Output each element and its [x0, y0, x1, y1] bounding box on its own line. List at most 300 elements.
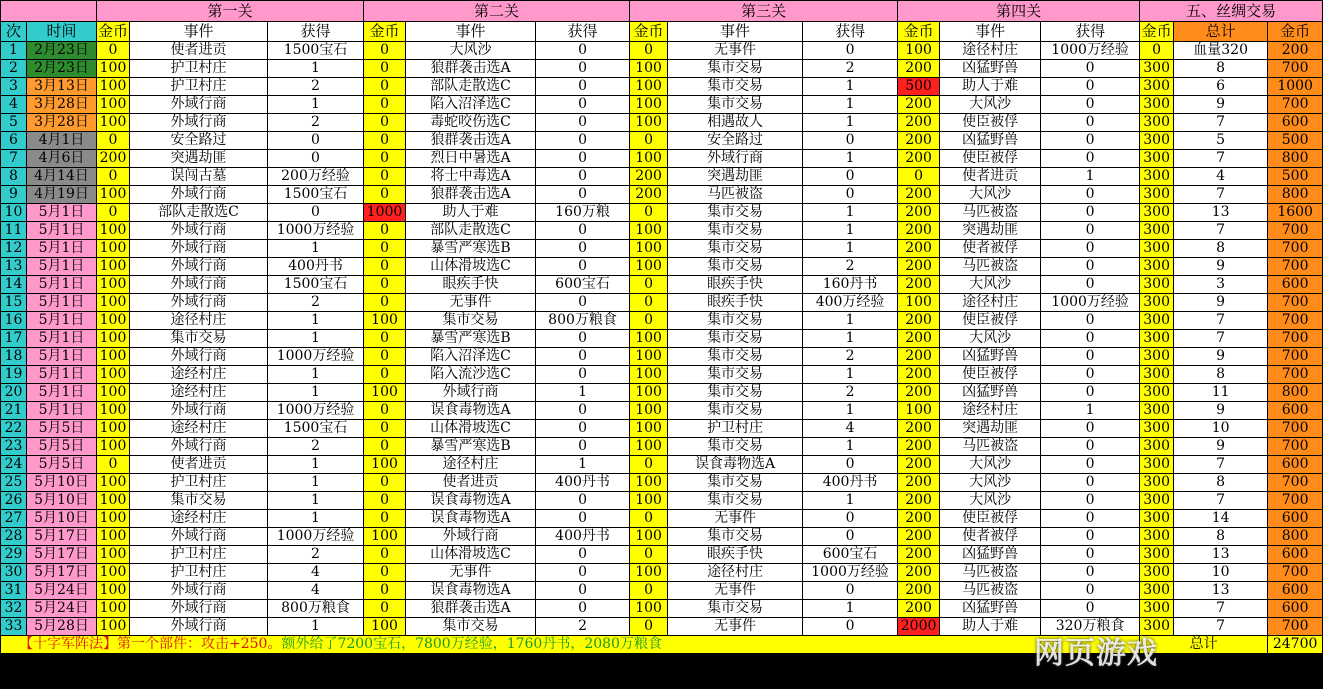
s3-gain: 400丹书: [803, 474, 898, 492]
s2-gain: 0: [536, 510, 630, 528]
s3-gain: 1000万经验: [803, 564, 898, 582]
s4-coin: 200: [898, 132, 940, 150]
s2-gain: 0: [536, 150, 630, 168]
table-row: [1, 114, 1323, 132]
s3-event: 集市交易: [668, 330, 803, 348]
table-row: [1, 42, 1323, 60]
s3-event: 途径村庄: [668, 564, 803, 582]
s2-gain: 1: [536, 456, 630, 474]
s3-coin: 0: [630, 294, 668, 312]
s1-gain: 800万粮食: [268, 600, 364, 618]
s3-coin: 100: [630, 600, 668, 618]
s3-coin: 100: [630, 384, 668, 402]
s4-coin: 200: [898, 366, 940, 384]
silk-total: 7: [1174, 186, 1268, 204]
s4-coin: 200: [898, 384, 940, 402]
row-index: 25: [1, 474, 27, 492]
s4-event: 使臣被俘: [940, 114, 1041, 132]
col-header-total: 总计: [1174, 22, 1268, 42]
row-index: 20: [1, 384, 27, 402]
silk-total: 14: [1174, 510, 1268, 528]
row-index: 29: [1, 546, 27, 564]
s2-event: 误食毒物选A: [406, 402, 536, 420]
s1-event: 外域行商: [130, 582, 268, 600]
s5-coin: 300: [1140, 204, 1174, 222]
s3-event: 集市交易: [668, 60, 803, 78]
s4-gain: 0: [1041, 510, 1140, 528]
final-coin: 700: [1268, 348, 1323, 366]
s3-coin: 0: [630, 312, 668, 330]
row-index: 30: [1, 564, 27, 582]
s2-gain: 0: [536, 600, 630, 618]
s3-gain: 1: [803, 114, 898, 132]
s1-event: 外域行商: [130, 348, 268, 366]
silk-total: 7: [1174, 312, 1268, 330]
s2-coin: 0: [364, 258, 406, 276]
s1-gain: 1: [268, 96, 364, 114]
s2-gain: 0: [536, 186, 630, 204]
s2-coin: 0: [364, 150, 406, 168]
final-coin: 1600: [1268, 204, 1323, 222]
row-index: 31: [1, 582, 27, 600]
s4-gain: 0: [1041, 438, 1140, 456]
s1-gain: 1000万经验: [268, 348, 364, 366]
silk-total: 9: [1174, 96, 1268, 114]
s4-event: 马匹被盗: [940, 438, 1041, 456]
s2-gain: 0: [536, 114, 630, 132]
s2-coin: 0: [364, 600, 406, 618]
s1-gain: 0: [268, 204, 364, 222]
s1-event: 外域行商: [130, 114, 268, 132]
s1-gain: 1000万经验: [268, 222, 364, 240]
s3-gain: 1: [803, 330, 898, 348]
col-header-s1-event: 事件: [130, 22, 268, 42]
row-date: 5月1日: [27, 330, 97, 348]
silk-total: 7: [1174, 330, 1268, 348]
s5-coin: 300: [1140, 618, 1174, 636]
s1-coin: 100: [97, 222, 130, 240]
s3-coin: 0: [630, 582, 668, 600]
s2-event: 无事件: [406, 294, 536, 312]
s4-event: 大风沙: [940, 186, 1041, 204]
silk-total: 8: [1174, 474, 1268, 492]
silk-total: 3: [1174, 276, 1268, 294]
s1-coin: 200: [97, 150, 130, 168]
row-index: 5: [1, 114, 27, 132]
row-index: 27: [1, 510, 27, 528]
final-coin: 800: [1268, 186, 1323, 204]
table-row: [1, 528, 1323, 546]
final-coin: 600: [1268, 402, 1323, 420]
s4-event: 大风沙: [940, 96, 1041, 114]
s2-gain: 0: [536, 240, 630, 258]
table-row: [1, 456, 1323, 474]
s5-coin: 300: [1140, 438, 1174, 456]
s4-gain: 0: [1041, 366, 1140, 384]
s4-event: 大风沙: [940, 330, 1041, 348]
s1-coin: 100: [97, 186, 130, 204]
s1-coin: 0: [97, 132, 130, 150]
row-date: 5月5日: [27, 456, 97, 474]
row-date: 5月10日: [27, 492, 97, 510]
s4-coin: 200: [898, 546, 940, 564]
col-header-s1-coin: 金币: [97, 22, 128, 40]
s3-gain: 1: [803, 600, 898, 618]
stage-2-header: 第二关: [364, 1, 630, 22]
s2-coin: 100: [364, 456, 406, 474]
footer-note-red: 【十字军阵法】第一个部件：攻击+250。: [19, 636, 282, 652]
row-date: 4月1日: [27, 132, 97, 150]
s2-gain: 2: [536, 618, 630, 636]
s4-gain: 0: [1041, 78, 1140, 96]
stage-4-header: 第四关: [898, 1, 1140, 22]
s3-coin: 200: [630, 186, 668, 204]
row-index: 7: [1, 150, 27, 168]
s1-gain: 2: [268, 294, 364, 312]
s5-coin: 300: [1140, 132, 1174, 150]
s3-gain: 1: [803, 438, 898, 456]
s5-coin: 300: [1140, 582, 1174, 600]
s1-gain: 4: [268, 582, 364, 600]
s3-event: 无事件: [668, 510, 803, 528]
s3-event: 集市交易: [668, 600, 803, 618]
s2-gain: 0: [536, 564, 630, 582]
s3-coin: 100: [630, 330, 668, 348]
s2-coin: 0: [364, 492, 406, 510]
s5-coin: 300: [1140, 240, 1174, 258]
row-index: 28: [1, 528, 27, 546]
s1-event: 突遇劫匪: [130, 150, 268, 168]
s3-coin: 100: [630, 366, 668, 384]
row-index: 9: [1, 186, 27, 204]
row-index: 22: [1, 420, 27, 438]
final-coin: 700: [1268, 366, 1323, 384]
s5-coin: 300: [1140, 60, 1174, 78]
s1-event: 外域行商: [130, 600, 268, 618]
header-corner: [1, 1, 97, 22]
s4-event: 凶猛野兽: [940, 132, 1041, 150]
table-row: [1, 204, 1323, 222]
s4-gain: 0: [1041, 492, 1140, 510]
s2-coin: 0: [364, 60, 406, 78]
silk-total: 7: [1174, 114, 1268, 132]
final-coin: 700: [1268, 258, 1323, 276]
s2-gain: 0: [536, 420, 630, 438]
s5-coin: 300: [1140, 222, 1174, 240]
s3-gain: 0: [803, 618, 898, 636]
s3-event: 无事件: [668, 582, 803, 600]
s1-event: 集市交易: [130, 492, 268, 510]
s2-gain: 0: [536, 294, 630, 312]
s1-gain: 2: [268, 546, 364, 564]
s4-coin: 100: [898, 294, 940, 312]
s4-event: 突遇劫匪: [940, 222, 1041, 240]
s2-gain: 0: [536, 438, 630, 456]
s3-event: 集市交易: [668, 240, 803, 258]
col-header-s1-gain: 获得: [268, 22, 364, 42]
s3-event: 集市交易: [668, 528, 803, 546]
s3-gain: 2: [803, 258, 898, 276]
s3-event: 集市交易: [668, 438, 803, 456]
s2-event: 外域行商: [406, 528, 536, 546]
s2-event: 将士中毒选A: [406, 168, 536, 186]
final-coin: 1000: [1268, 78, 1323, 96]
s3-coin: 100: [630, 240, 668, 258]
row-index: 10: [1, 204, 27, 222]
s3-gain: 1: [803, 78, 898, 96]
s3-gain: 400万经验: [803, 294, 898, 312]
s3-event: 集市交易: [668, 222, 803, 240]
s1-gain: 1: [268, 60, 364, 78]
s2-event: 暴雪严寒选B: [406, 240, 536, 258]
s3-event: 无事件: [668, 618, 803, 636]
s3-coin: 100: [630, 60, 668, 78]
final-coin: 700: [1268, 618, 1323, 636]
s4-event: 使臣被俘: [940, 366, 1041, 384]
s5-coin: 300: [1140, 168, 1174, 186]
col-header-time: 时间: [27, 22, 97, 42]
silk-total: 9: [1174, 402, 1268, 420]
col-header-index: 次: [1, 22, 27, 42]
s3-coin: 100: [630, 258, 668, 276]
s2-coin: 0: [364, 222, 406, 240]
s5-coin: 300: [1140, 456, 1174, 474]
s4-event: 途经村庄: [940, 402, 1041, 420]
s2-gain: 0: [536, 402, 630, 420]
s1-gain: 0: [268, 150, 364, 168]
s2-event: 狼群袭击选A: [406, 600, 536, 618]
table-row: [1, 384, 1323, 402]
row-date: 5月28日: [27, 618, 97, 636]
s1-gain: 1: [268, 330, 364, 348]
s2-event: 山体滑坡选C: [406, 420, 536, 438]
s4-coin: 2000: [898, 618, 940, 636]
s4-coin: 200: [898, 564, 940, 582]
s4-gain: 0: [1041, 600, 1140, 618]
s1-coin: 0: [97, 456, 130, 474]
final-coin: 600: [1268, 582, 1323, 600]
s4-coin: 200: [898, 510, 940, 528]
s4-gain: 1000万经验: [1041, 294, 1140, 312]
s4-coin: 200: [898, 222, 940, 240]
silk-total: 8: [1174, 528, 1268, 546]
row-date: 5月17日: [27, 528, 97, 546]
row-date: 5月17日: [27, 564, 97, 582]
s4-gain: 0: [1041, 384, 1140, 402]
s1-gain: 1: [268, 366, 364, 384]
s3-gain: 2: [803, 348, 898, 366]
s3-coin: 100: [630, 564, 668, 582]
row-index: 13: [1, 258, 27, 276]
s2-event: 眼疾手快: [406, 276, 536, 294]
s3-coin: 100: [630, 438, 668, 456]
table-row: [1, 510, 1323, 528]
table-row: [1, 240, 1323, 258]
s2-event: 使者进贡: [406, 474, 536, 492]
s3-gain: 2: [803, 60, 898, 78]
s1-coin: 100: [97, 492, 130, 510]
s1-coin: 100: [97, 312, 130, 330]
s1-coin: 100: [97, 438, 130, 456]
s3-coin: 100: [630, 222, 668, 240]
row-date: 5月10日: [27, 510, 97, 528]
row-index: 21: [1, 402, 27, 420]
s5-coin: 300: [1140, 384, 1174, 402]
s4-coin: 200: [898, 150, 940, 168]
row-date: 3月28日: [27, 114, 97, 132]
s3-gain: 0: [803, 168, 898, 186]
silk-total: 9: [1174, 258, 1268, 276]
final-coin: 800: [1268, 528, 1323, 546]
s3-gain: 2: [803, 384, 898, 402]
s2-coin: 100: [364, 618, 406, 636]
s5-coin: 300: [1140, 474, 1174, 492]
s1-coin: 100: [97, 510, 130, 528]
silk-total: 7: [1174, 150, 1268, 168]
s5-coin: 300: [1140, 528, 1174, 546]
s3-event: 集市交易: [668, 312, 803, 330]
s2-event: 狼群袭击选A: [406, 186, 536, 204]
s4-gain: 0: [1041, 330, 1140, 348]
s5-coin: 300: [1140, 150, 1174, 168]
footer-row: [1, 636, 1323, 654]
s4-coin: 200: [898, 420, 940, 438]
s4-coin: 200: [898, 240, 940, 258]
s1-coin: 100: [97, 546, 130, 564]
table-row: [1, 312, 1323, 330]
s4-event: 使者被俘: [940, 528, 1041, 546]
s1-gain: 1: [268, 240, 364, 258]
final-coin: 600: [1268, 276, 1323, 294]
s4-gain: 0: [1041, 582, 1140, 600]
col-header-s5-coin: 金币: [1141, 22, 1172, 40]
s4-gain: 0: [1041, 564, 1140, 582]
s3-event: 集市交易: [668, 366, 803, 384]
s2-event: 陷入流沙选C: [406, 366, 536, 384]
final-coin: 700: [1268, 60, 1323, 78]
stage-header-row: [1, 1, 1323, 22]
row-index: 6: [1, 132, 27, 150]
col-header-s4-gain: 获得: [1041, 22, 1140, 42]
silk-total: 8: [1174, 366, 1268, 384]
s1-event: 外域行商: [130, 258, 268, 276]
s1-coin: 100: [97, 366, 130, 384]
s3-event: 无事件: [668, 42, 803, 60]
s2-gain: 0: [536, 132, 630, 150]
s4-coin: 500: [898, 78, 940, 96]
s2-event: 陷入沼泽选C: [406, 96, 536, 114]
s2-event: 狼群袭击选A: [406, 60, 536, 78]
s3-event: 集市交易: [668, 474, 803, 492]
s2-coin: 0: [364, 186, 406, 204]
s4-event: 使臣被俘: [940, 510, 1041, 528]
silk-total: 13: [1174, 204, 1268, 222]
s3-event: 集市交易: [668, 384, 803, 402]
s2-coin: 0: [364, 348, 406, 366]
table-row: [1, 366, 1323, 384]
s1-coin: 0: [97, 42, 130, 60]
s3-gain: 0: [803, 582, 898, 600]
s5-coin: 300: [1140, 294, 1174, 312]
s2-coin: 0: [364, 582, 406, 600]
s5-coin: 300: [1140, 348, 1174, 366]
s4-gain: 1000万经验: [1041, 42, 1140, 60]
s4-event: 使者被俘: [940, 240, 1041, 258]
s4-coin: 200: [898, 582, 940, 600]
s3-event: 安全路过: [668, 132, 803, 150]
s1-event: 使者进贡: [130, 42, 268, 60]
s5-coin: 300: [1140, 114, 1174, 132]
s2-gain: 800万粮食: [536, 312, 630, 330]
s4-coin: 200: [898, 96, 940, 114]
s4-event: 大风沙: [940, 492, 1041, 510]
s1-gain: 1000万经验: [268, 528, 364, 546]
s4-event: 马匹被盗: [940, 204, 1041, 222]
s2-coin: 0: [364, 474, 406, 492]
s1-event: 途径村庄: [130, 312, 268, 330]
s1-gain: 0: [268, 132, 364, 150]
s4-gain: 0: [1041, 528, 1140, 546]
s1-coin: 100: [97, 420, 130, 438]
s2-coin: 0: [364, 276, 406, 294]
silk-total: 5: [1174, 132, 1268, 150]
silk-total: 7: [1174, 618, 1268, 636]
s4-gain: 0: [1041, 240, 1140, 258]
final-coin: 700: [1268, 420, 1323, 438]
s3-gain: 1: [803, 402, 898, 420]
s3-coin: 0: [630, 510, 668, 528]
table-row: [1, 132, 1323, 150]
table-row: [1, 474, 1323, 492]
table-row: [1, 276, 1323, 294]
s4-gain: 1: [1041, 402, 1140, 420]
s5-coin: 300: [1140, 492, 1174, 510]
s2-event: 毒蛇咬伤选C: [406, 114, 536, 132]
s2-coin: 0: [364, 564, 406, 582]
s5-coin: 300: [1140, 258, 1174, 276]
s2-gain: 0: [536, 78, 630, 96]
s2-coin: 0: [364, 510, 406, 528]
s1-gain: 1: [268, 384, 364, 402]
s4-coin: 200: [898, 312, 940, 330]
s4-coin: 0: [898, 168, 940, 186]
s3-gain: 1: [803, 222, 898, 240]
s4-gain: 0: [1041, 312, 1140, 330]
s2-coin: 0: [364, 42, 406, 60]
s5-coin: 300: [1140, 186, 1174, 204]
table-row: [1, 330, 1323, 348]
s3-event: 集市交易: [668, 258, 803, 276]
s3-gain: 0: [803, 186, 898, 204]
final-coin: 500: [1268, 168, 1323, 186]
s2-gain: 0: [536, 492, 630, 510]
final-coin: 700: [1268, 492, 1323, 510]
final-coin: 700: [1268, 438, 1323, 456]
table-row: [1, 78, 1323, 96]
s2-event: 误食毒物选A: [406, 492, 536, 510]
s2-coin: 0: [364, 402, 406, 420]
s5-coin: 300: [1140, 420, 1174, 438]
silk-total: 9: [1174, 438, 1268, 456]
s2-gain: 400丹书: [536, 528, 630, 546]
s3-gain: 4: [803, 420, 898, 438]
table-row: [1, 222, 1323, 240]
s4-gain: 0: [1041, 114, 1140, 132]
s4-event: 助人于难: [940, 618, 1041, 636]
s1-coin: 0: [97, 204, 130, 222]
s1-gain: 1: [268, 312, 364, 330]
s2-coin: 0: [364, 420, 406, 438]
